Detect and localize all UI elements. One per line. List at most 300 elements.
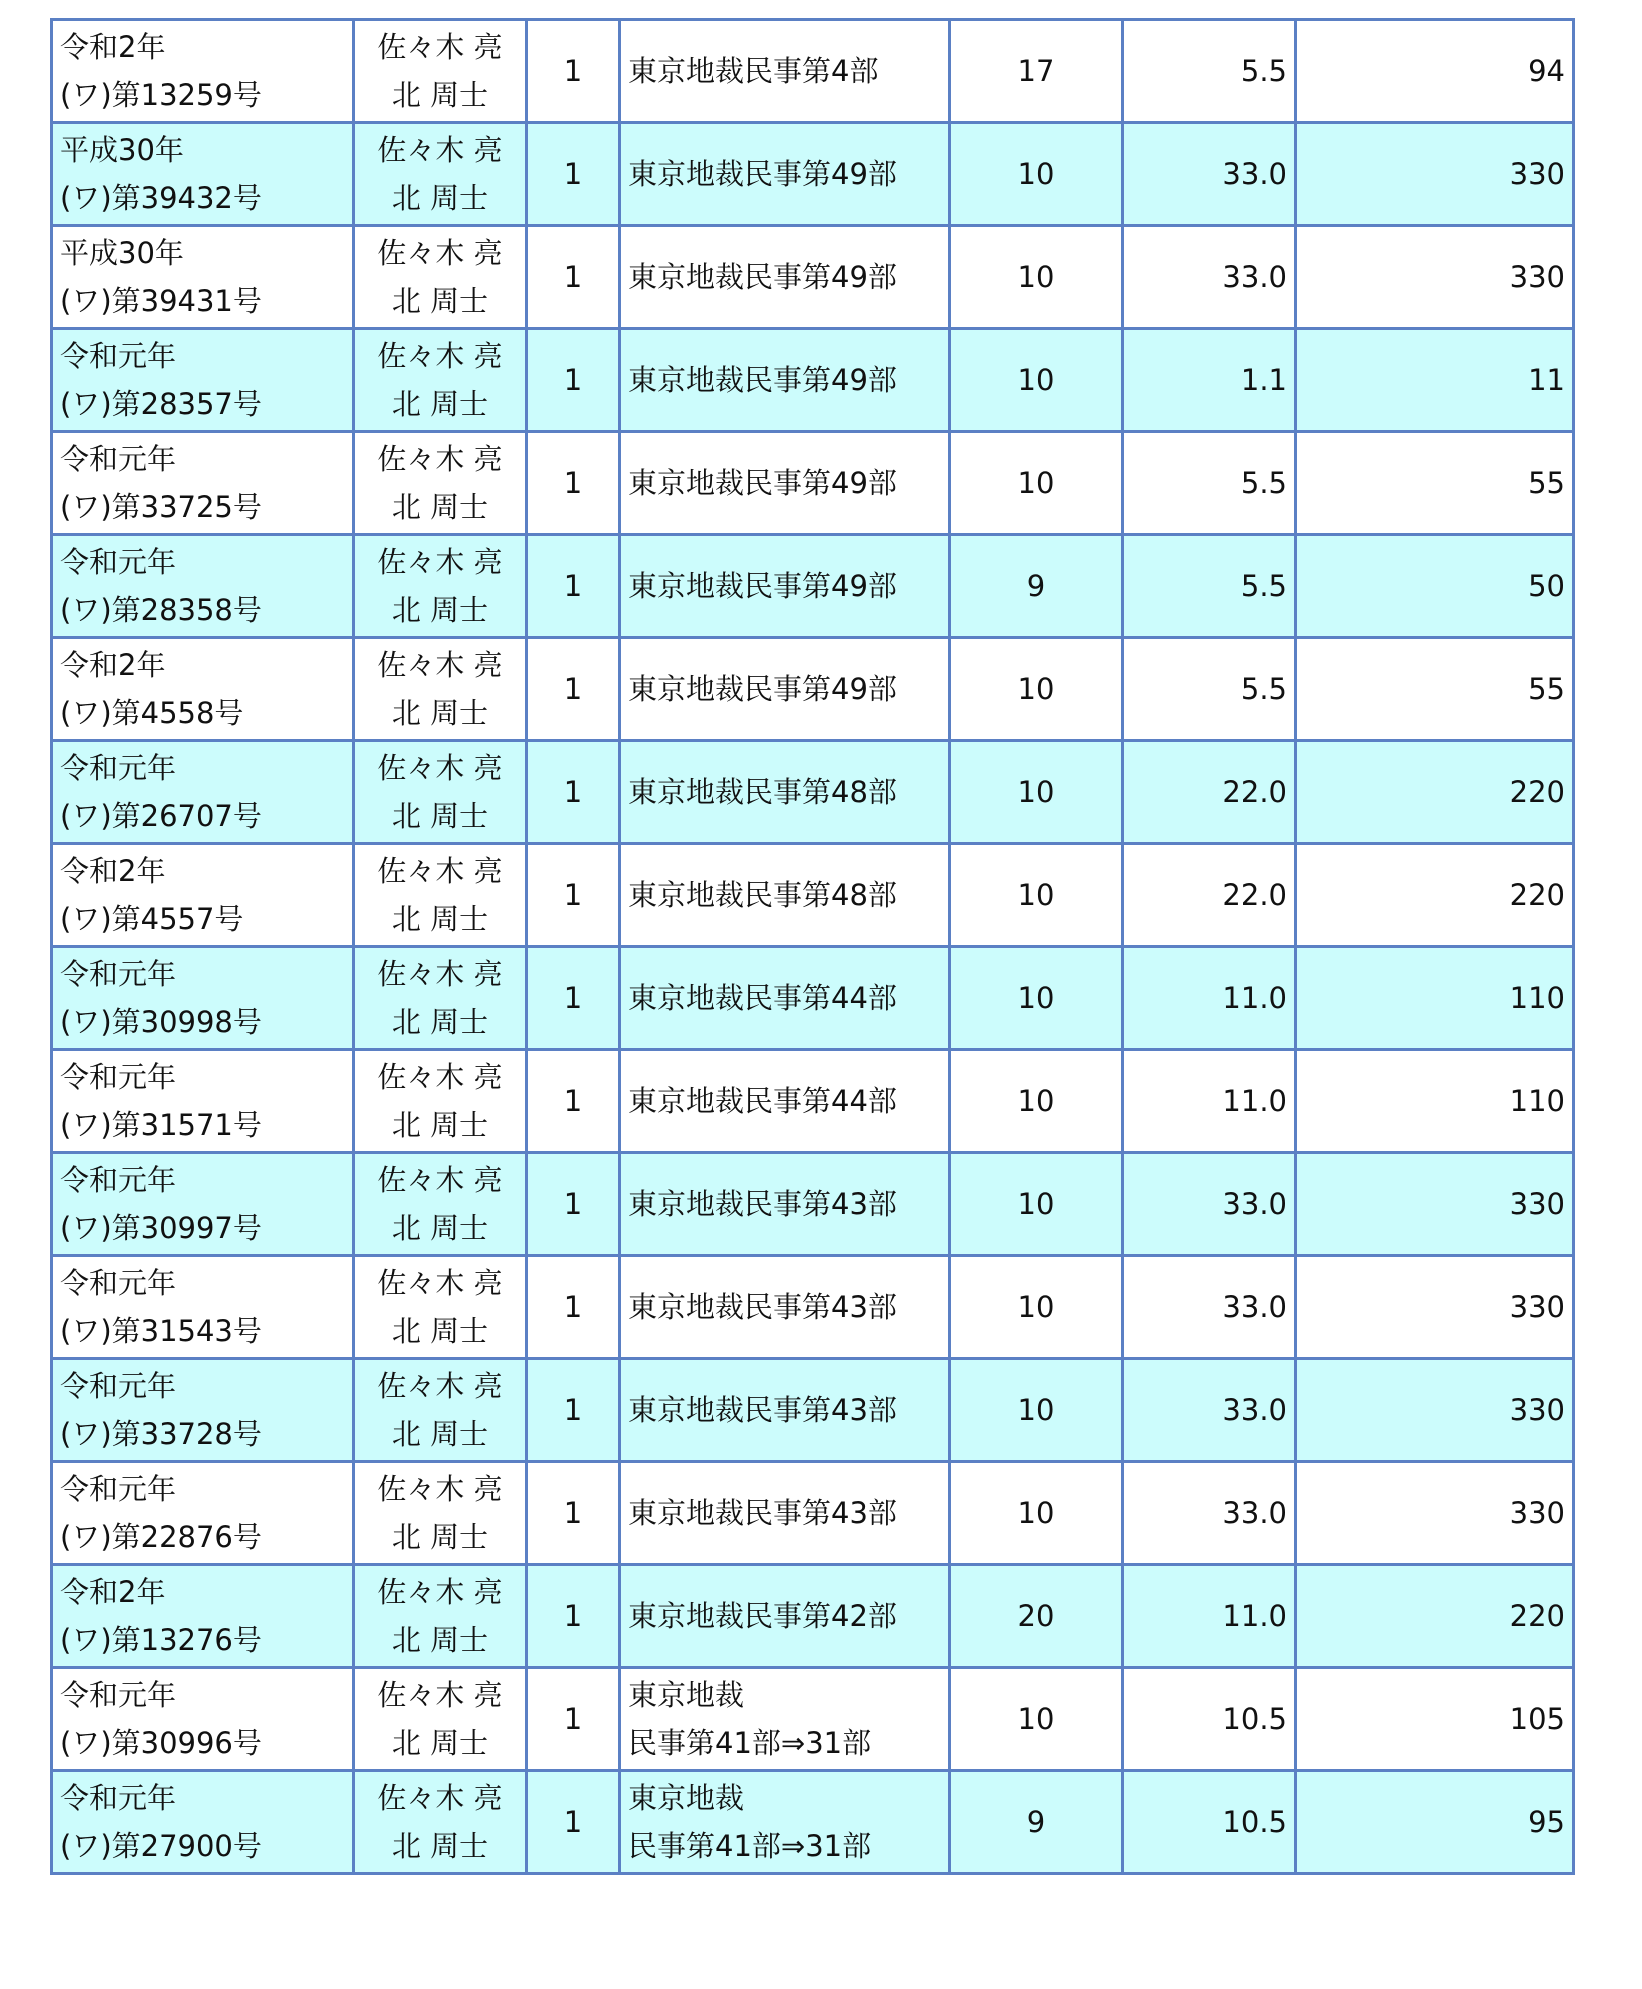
total-total-text: 330 [1509, 1187, 1565, 1221]
amount-cell [1123, 1153, 1296, 1256]
court-court1-text: 東京地裁民事第44部 [628, 1084, 897, 1118]
lawyers-lawyer2-text: 北 周士 [391, 1829, 489, 1863]
plaintiffs-plaintiffs-text: 10 [1017, 1084, 1055, 1118]
court-court1-text: 東京地裁民事第43部 [628, 1496, 897, 1530]
total-total-text: 330 [1509, 157, 1565, 191]
case-number-year-text: 令和元年 [60, 1266, 177, 1300]
court-court1-text: 東京地裁民事第49部 [628, 569, 897, 603]
amount-amount-text: 22.0 [1222, 775, 1287, 809]
amount-amount-text: 11.0 [1222, 1599, 1287, 1633]
plaintiffs-cell [950, 844, 1123, 947]
table-row [52, 844, 1574, 947]
count-count-text: 1 [563, 569, 583, 603]
count-cell [527, 1359, 620, 1462]
table-row [52, 226, 1574, 329]
case-number-cell [52, 329, 354, 432]
amount-amount-text: 10.5 [1222, 1805, 1287, 1839]
count-cell [527, 432, 620, 535]
count-count-text: 1 [563, 1702, 583, 1736]
total-cell [1296, 20, 1574, 123]
plaintiffs-cell [950, 1359, 1123, 1462]
total-cell [1296, 1668, 1574, 1771]
lawyers-lawyer2-text: 北 周士 [391, 1726, 489, 1760]
table-row [52, 741, 1574, 844]
amount-cell [1123, 1771, 1296, 1874]
plaintiffs-plaintiffs-text: 10 [1017, 363, 1055, 397]
plaintiffs-cell [950, 1771, 1123, 1874]
total-cell [1296, 1153, 1574, 1256]
amount-cell [1123, 1565, 1296, 1668]
case-number-case-no-text: (ワ)第22876号 [60, 1520, 262, 1554]
count-cell [527, 1565, 620, 1668]
court-court1-text: 東京地裁民事第49部 [628, 260, 897, 294]
lawyers-cell [354, 1668, 527, 1771]
lawyers-lawyer1-text: 佐々木 亮 [377, 1163, 503, 1197]
count-cell [527, 638, 620, 741]
lawyers-lawyer2-text: 北 周士 [391, 78, 489, 112]
case-number-year-text: 令和元年 [60, 1369, 177, 1403]
count-count-text: 1 [563, 363, 583, 397]
plaintiffs-cell [950, 1050, 1123, 1153]
case-number-year-text: 令和元年 [60, 1060, 177, 1094]
plaintiffs-cell [950, 1153, 1123, 1256]
case-number-case-no-text: (ワ)第13259号 [60, 78, 262, 112]
table-row [52, 123, 1574, 226]
count-cell [527, 226, 620, 329]
amount-cell [1123, 844, 1296, 947]
case-number-cell [52, 226, 354, 329]
table-row [52, 1565, 1574, 1668]
total-total-text: 94 [1528, 54, 1565, 88]
plaintiffs-plaintiffs-text: 10 [1017, 672, 1055, 706]
court-cell [620, 329, 950, 432]
case-number-cell [52, 1668, 354, 1771]
count-count-text: 1 [563, 775, 583, 809]
case-number-cell [52, 535, 354, 638]
plaintiffs-cell [950, 1565, 1123, 1668]
table-row [52, 329, 1574, 432]
plaintiffs-plaintiffs-text: 10 [1017, 157, 1055, 191]
case-number-case-no-text: (ワ)第26707号 [60, 799, 262, 833]
court-court1-text: 東京地裁民事第43部 [628, 1393, 897, 1427]
case-number-year-text: 令和元年 [60, 339, 177, 373]
amount-amount-text: 5.5 [1240, 466, 1287, 500]
court-cell [620, 1565, 950, 1668]
lawyers-lawyer1-text: 佐々木 亮 [377, 648, 503, 682]
plaintiffs-plaintiffs-text: 10 [1017, 878, 1055, 912]
total-cell [1296, 947, 1574, 1050]
lawyers-lawyer1-text: 佐々木 亮 [377, 854, 503, 888]
court-court1-text: 東京地裁民事第49部 [628, 672, 897, 706]
case-number-case-no-text: (ワ)第31543号 [60, 1314, 262, 1348]
plaintiffs-plaintiffs-text: 10 [1017, 466, 1055, 500]
total-total-text: 11 [1528, 363, 1565, 397]
total-cell [1296, 844, 1574, 947]
plaintiffs-plaintiffs-text: 20 [1017, 1599, 1055, 1633]
plaintiffs-plaintiffs-text: 10 [1017, 260, 1055, 294]
court-cell [620, 1050, 950, 1153]
lawyers-lawyer1-text: 佐々木 亮 [377, 957, 503, 991]
amount-amount-text: 11.0 [1222, 1084, 1287, 1118]
count-count-text: 1 [563, 1187, 583, 1221]
total-cell [1296, 1359, 1574, 1462]
count-count-text: 1 [563, 157, 583, 191]
plaintiffs-plaintiffs-text: 17 [1017, 54, 1055, 88]
table-row [52, 432, 1574, 535]
amount-cell [1123, 638, 1296, 741]
lawyers-lawyer1-text: 佐々木 亮 [377, 545, 503, 579]
count-count-text: 1 [563, 672, 583, 706]
total-total-text: 330 [1509, 1290, 1565, 1324]
count-cell [527, 1462, 620, 1565]
court-cell [620, 535, 950, 638]
total-cell [1296, 1565, 1574, 1668]
court-court1-text: 東京地裁民事第49部 [628, 363, 897, 397]
amount-cell [1123, 1462, 1296, 1565]
count-cell [527, 1668, 620, 1771]
court-cell [620, 844, 950, 947]
lawyers-cell [354, 432, 527, 535]
amount-amount-text: 33.0 [1222, 1187, 1287, 1221]
count-count-text: 1 [563, 466, 583, 500]
court-cell [620, 20, 950, 123]
lawyers-lawyer2-text: 北 周士 [391, 902, 489, 936]
plaintiffs-plaintiffs-text: 10 [1017, 1702, 1055, 1736]
count-cell [527, 329, 620, 432]
case-number-cell [52, 1771, 354, 1874]
table-row [52, 1256, 1574, 1359]
case-number-cell [52, 432, 354, 535]
table-row [52, 20, 1574, 123]
lawyers-lawyer1-text: 佐々木 亮 [377, 1678, 503, 1712]
court-cell [620, 1256, 950, 1359]
total-total-text: 110 [1509, 981, 1565, 1015]
count-count-text: 1 [563, 1393, 583, 1427]
count-cell [527, 1153, 620, 1256]
case-number-cell [52, 1565, 354, 1668]
count-cell [527, 844, 620, 947]
case-number-case-no-text: (ワ)第28357号 [60, 387, 262, 421]
case-number-year-text: 令和元年 [60, 1472, 177, 1506]
court-cell [620, 1153, 950, 1256]
lawyers-lawyer2-text: 北 周士 [391, 284, 489, 318]
lawyers-lawyer1-text: 佐々木 亮 [377, 133, 503, 167]
total-cell [1296, 1462, 1574, 1565]
count-cell [527, 1256, 620, 1359]
table-row [52, 1462, 1574, 1565]
table-row [52, 535, 1574, 638]
case-number-case-no-text: (ワ)第13276号 [60, 1623, 262, 1657]
count-cell [527, 123, 620, 226]
plaintiffs-plaintiffs-text: 9 [1026, 569, 1046, 603]
lawyers-lawyer2-text: 北 周士 [391, 387, 489, 421]
case-number-year-text: 令和2年 [60, 854, 166, 888]
table-row [52, 947, 1574, 1050]
lawyers-lawyer2-text: 北 周士 [391, 1108, 489, 1142]
lawyers-lawyer1-text: 佐々木 亮 [377, 339, 503, 373]
plaintiffs-cell [950, 329, 1123, 432]
total-total-text: 330 [1509, 1393, 1565, 1427]
count-cell [527, 741, 620, 844]
amount-amount-text: 5.5 [1240, 672, 1287, 706]
plaintiffs-plaintiffs-text: 10 [1017, 981, 1055, 1015]
total-total-text: 95 [1528, 1805, 1565, 1839]
count-count-text: 1 [563, 1805, 583, 1839]
case-table-body [52, 20, 1574, 1874]
lawyers-lawyer2-text: 北 周士 [391, 490, 489, 524]
case-number-case-no-text: (ワ)第30998号 [60, 1005, 262, 1039]
plaintiffs-cell [950, 1462, 1123, 1565]
lawyers-lawyer2-text: 北 周士 [391, 1520, 489, 1554]
total-total-text: 55 [1528, 672, 1565, 706]
lawyers-cell [354, 947, 527, 1050]
case-number-case-no-text: (ワ)第27900号 [60, 1829, 262, 1863]
count-count-text: 1 [563, 981, 583, 1015]
total-cell [1296, 226, 1574, 329]
lawyers-lawyer1-text: 佐々木 亮 [377, 30, 503, 64]
amount-amount-text: 1.1 [1240, 363, 1287, 397]
amount-amount-text: 5.5 [1240, 54, 1287, 88]
amount-cell [1123, 329, 1296, 432]
lawyers-lawyer1-text: 佐々木 亮 [377, 1472, 503, 1506]
amount-amount-text: 33.0 [1222, 1496, 1287, 1530]
total-cell [1296, 1771, 1574, 1874]
lawyers-lawyer1-text: 佐々木 亮 [377, 1781, 503, 1815]
table-row [52, 1050, 1574, 1153]
amount-amount-text: 33.0 [1222, 157, 1287, 191]
plaintiffs-cell [950, 535, 1123, 638]
case-number-case-no-text: (ワ)第31571号 [60, 1108, 262, 1142]
total-cell [1296, 1256, 1574, 1359]
plaintiffs-plaintiffs-text: 10 [1017, 1393, 1055, 1427]
total-cell [1296, 432, 1574, 535]
table-row [52, 1771, 1574, 1874]
plaintiffs-cell [950, 741, 1123, 844]
case-number-year-text: 平成30年 [60, 236, 184, 270]
plaintiffs-cell [950, 947, 1123, 1050]
court-cell [620, 226, 950, 329]
court-court1-text: 東京地裁民事第42部 [628, 1599, 897, 1633]
count-count-text: 1 [563, 1599, 583, 1633]
case-number-case-no-text: (ワ)第4557号 [60, 902, 244, 936]
plaintiffs-plaintiffs-text: 9 [1026, 1805, 1046, 1839]
count-cell [527, 1771, 620, 1874]
plaintiffs-cell [950, 432, 1123, 535]
court-cell [620, 1462, 950, 1565]
lawyers-cell [354, 638, 527, 741]
court-court1-text: 東京地裁 [628, 1781, 745, 1815]
lawyers-cell [354, 844, 527, 947]
table-row [52, 638, 1574, 741]
case-number-case-no-text: (ワ)第33728号 [60, 1417, 262, 1451]
court-cell [620, 1771, 950, 1874]
amount-amount-text: 10.5 [1222, 1702, 1287, 1736]
court-court1-text: 東京地裁 [628, 1678, 745, 1712]
case-number-year-text: 平成30年 [60, 133, 184, 167]
lawyers-cell [354, 329, 527, 432]
lawyers-lawyer2-text: 北 周士 [391, 593, 489, 627]
plaintiffs-cell [950, 1256, 1123, 1359]
lawyers-lawyer1-text: 佐々木 亮 [377, 1266, 503, 1300]
total-total-text: 330 [1509, 1496, 1565, 1530]
table-row [52, 1153, 1574, 1256]
case-number-case-no-text: (ワ)第30996号 [60, 1726, 262, 1760]
count-count-text: 1 [563, 54, 583, 88]
amount-cell [1123, 20, 1296, 123]
amount-cell [1123, 535, 1296, 638]
lawyers-lawyer1-text: 佐々木 亮 [377, 1369, 503, 1403]
lawyers-lawyer1-text: 佐々木 亮 [377, 236, 503, 270]
plaintiffs-plaintiffs-text: 10 [1017, 1496, 1055, 1530]
amount-cell [1123, 947, 1296, 1050]
total-cell [1296, 638, 1574, 741]
case-number-cell [52, 1359, 354, 1462]
lawyers-cell [354, 1771, 527, 1874]
case-number-year-text: 令和元年 [60, 1781, 177, 1815]
amount-cell [1123, 432, 1296, 535]
case-number-cell [52, 1153, 354, 1256]
court-court2-text: 民事第41部⇒31部 [628, 1829, 872, 1863]
case-number-cell [52, 123, 354, 226]
case-number-year-text: 令和元年 [60, 957, 177, 991]
case-number-case-no-text: (ワ)第39431号 [60, 284, 262, 318]
plaintiffs-cell [950, 638, 1123, 741]
lawyers-cell [354, 226, 527, 329]
table-row [52, 1359, 1574, 1462]
case-number-case-no-text: (ワ)第28358号 [60, 593, 262, 627]
amount-amount-text: 33.0 [1222, 1393, 1287, 1427]
case-number-case-no-text: (ワ)第4558号 [60, 696, 244, 730]
court-court1-text: 東京地裁民事第44部 [628, 981, 897, 1015]
case-number-year-text: 令和元年 [60, 751, 177, 785]
lawyers-lawyer1-text: 佐々木 亮 [377, 442, 503, 476]
total-cell [1296, 1050, 1574, 1153]
lawyers-lawyer2-text: 北 周士 [391, 1314, 489, 1348]
total-total-text: 330 [1509, 260, 1565, 294]
case-number-year-text: 令和元年 [60, 545, 177, 579]
count-count-text: 1 [563, 1290, 583, 1324]
amount-cell [1123, 1359, 1296, 1462]
lawyers-cell [354, 741, 527, 844]
count-count-text: 1 [563, 260, 583, 294]
lawyers-lawyer1-text: 佐々木 亮 [377, 1060, 503, 1094]
total-total-text: 110 [1509, 1084, 1565, 1118]
case-number-cell [52, 1462, 354, 1565]
total-total-text: 55 [1528, 466, 1565, 500]
count-count-text: 1 [563, 878, 583, 912]
case-number-case-no-text: (ワ)第30997号 [60, 1211, 262, 1245]
court-cell [620, 638, 950, 741]
total-total-text: 105 [1509, 1702, 1565, 1736]
lawyers-lawyer2-text: 北 周士 [391, 1211, 489, 1245]
case-number-year-text: 令和2年 [60, 648, 166, 682]
case-number-year-text: 令和元年 [60, 1678, 177, 1712]
lawyers-cell [354, 1153, 527, 1256]
count-cell [527, 947, 620, 1050]
court-cell [620, 947, 950, 1050]
case-number-case-no-text: (ワ)第33725号 [60, 490, 262, 524]
case-number-year-text: 令和2年 [60, 1575, 166, 1609]
plaintiffs-plaintiffs-text: 10 [1017, 1290, 1055, 1324]
case-number-cell [52, 844, 354, 947]
case-number-cell [52, 947, 354, 1050]
amount-cell [1123, 1050, 1296, 1153]
lawyers-lawyer2-text: 北 周士 [391, 1417, 489, 1451]
count-cell [527, 1050, 620, 1153]
total-cell [1296, 329, 1574, 432]
plaintiffs-cell [950, 20, 1123, 123]
amount-cell [1123, 1256, 1296, 1359]
lawyers-cell [354, 123, 527, 226]
lawyers-cell [354, 535, 527, 638]
court-court1-text: 東京地裁民事第4部 [628, 54, 879, 88]
total-cell [1296, 741, 1574, 844]
total-total-text: 220 [1509, 878, 1565, 912]
amount-amount-text: 33.0 [1222, 260, 1287, 294]
case-number-year-text: 令和元年 [60, 442, 177, 476]
case-number-cell [52, 1256, 354, 1359]
amount-cell [1123, 741, 1296, 844]
amount-amount-text: 5.5 [1240, 569, 1287, 603]
total-total-text: 220 [1509, 775, 1565, 809]
total-cell [1296, 535, 1574, 638]
case-number-year-text: 令和元年 [60, 1163, 177, 1197]
amount-cell [1123, 1668, 1296, 1771]
plaintiffs-cell [950, 123, 1123, 226]
amount-cell [1123, 226, 1296, 329]
court-court1-text: 東京地裁民事第49部 [628, 157, 897, 191]
case-number-case-no-text: (ワ)第39432号 [60, 181, 262, 215]
lawyers-cell [354, 1050, 527, 1153]
plaintiffs-plaintiffs-text: 10 [1017, 1187, 1055, 1221]
lawyers-cell [354, 1359, 527, 1462]
total-total-text: 220 [1509, 1599, 1565, 1633]
court-court1-text: 東京地裁民事第43部 [628, 1187, 897, 1221]
amount-amount-text: 22.0 [1222, 878, 1287, 912]
lawyers-lawyer2-text: 北 周士 [391, 799, 489, 833]
lawyers-lawyer1-text: 佐々木 亮 [377, 751, 503, 785]
case-table [50, 18, 1575, 1875]
lawyers-cell [354, 1565, 527, 1668]
amount-amount-text: 11.0 [1222, 981, 1287, 1015]
count-cell [527, 535, 620, 638]
court-cell [620, 432, 950, 535]
count-count-text: 1 [563, 1084, 583, 1118]
count-cell [527, 20, 620, 123]
court-cell [620, 123, 950, 226]
plaintiffs-cell [950, 1668, 1123, 1771]
court-cell [620, 741, 950, 844]
court-cell [620, 1359, 950, 1462]
lawyers-lawyer2-text: 北 周士 [391, 1623, 489, 1657]
lawyers-cell [354, 1462, 527, 1565]
lawyers-lawyer2-text: 北 周士 [391, 181, 489, 215]
lawyers-cell [354, 20, 527, 123]
lawyers-lawyer2-text: 北 周士 [391, 696, 489, 730]
amount-amount-text: 33.0 [1222, 1290, 1287, 1324]
amount-cell [1123, 123, 1296, 226]
court-court1-text: 東京地裁民事第49部 [628, 466, 897, 500]
court-court1-text: 東京地裁民事第48部 [628, 878, 897, 912]
plaintiffs-plaintiffs-text: 10 [1017, 775, 1055, 809]
lawyers-lawyer1-text: 佐々木 亮 [377, 1575, 503, 1609]
lawyers-lawyer2-text: 北 周士 [391, 1005, 489, 1039]
total-cell [1296, 123, 1574, 226]
court-cell [620, 1668, 950, 1771]
court-court1-text: 東京地裁民事第43部 [628, 1290, 897, 1324]
lawyers-cell [354, 1256, 527, 1359]
total-total-text: 50 [1528, 569, 1565, 603]
